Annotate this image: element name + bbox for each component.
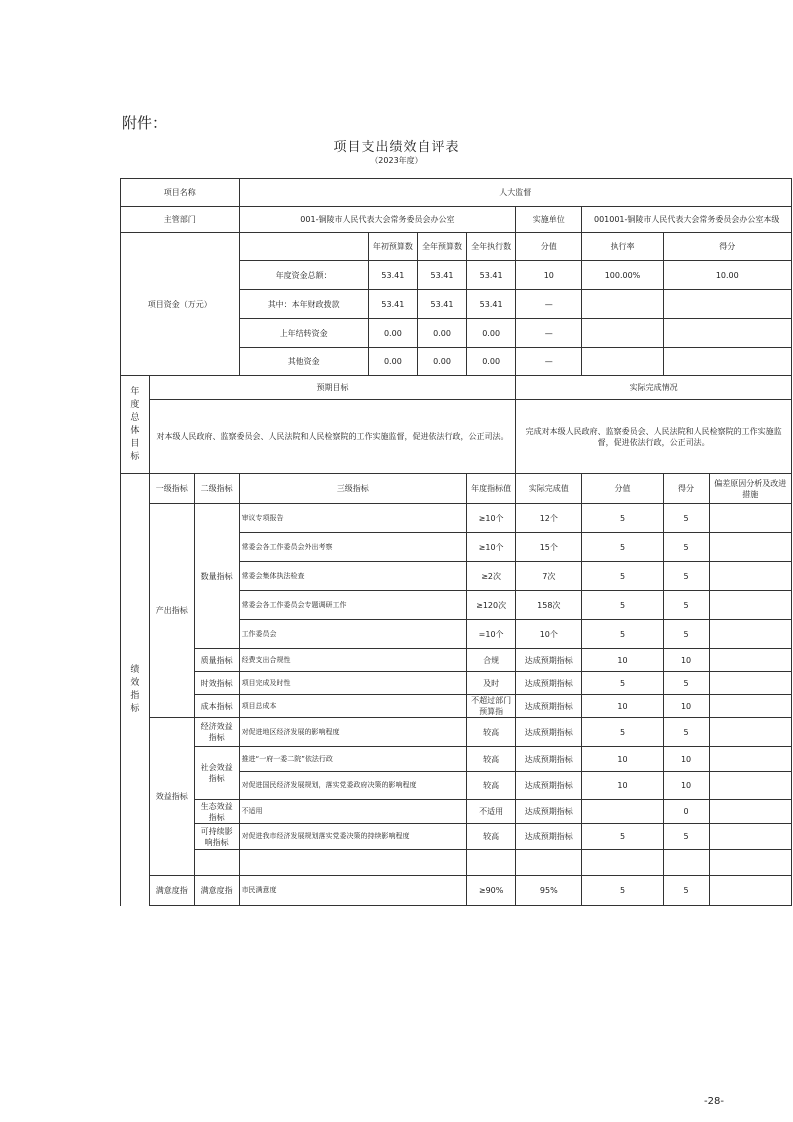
funds-row-executed: 53.41 — [467, 290, 516, 319]
indicator-actual: 达成预期指标 — [516, 695, 582, 718]
funds-row-annual: 0.00 — [417, 348, 466, 376]
indicator-note — [709, 562, 792, 591]
funds-row-name: 其中：本年财政拨款 — [239, 290, 368, 319]
indicator-note — [709, 747, 792, 772]
indicators-header-row — [121, 474, 792, 504]
funds-row-rate — [582, 319, 663, 348]
indicator-target: ≥10个 — [467, 504, 516, 533]
funds-row-score — [663, 319, 791, 348]
indicator-score: 5 — [663, 533, 709, 562]
project-name-row — [121, 179, 792, 207]
indicator-actual: 达成预期指标 — [516, 649, 582, 672]
indicator-note — [709, 533, 792, 562]
indicator-score: 5 — [663, 591, 709, 620]
goals-header-row — [121, 376, 792, 400]
funds-row-weight: — — [516, 319, 582, 348]
blank-cell — [663, 850, 709, 876]
indicator-actual: 达成预期指标 — [516, 718, 582, 747]
indicator-target: 较高 — [467, 718, 516, 747]
funds-header-weight: 分值 — [516, 233, 582, 261]
indicator-name: 市民满意度 — [239, 876, 467, 906]
indicator-weight: 5 — [582, 672, 663, 695]
indicator-row — [121, 718, 792, 747]
funds-row-rate — [582, 348, 663, 376]
funds-row-score: 10.00 — [663, 261, 791, 290]
indicator-target: =10个 — [467, 620, 516, 649]
indicator-score: 5 — [663, 562, 709, 591]
sustainable-label: 可持续影响指标 — [194, 824, 239, 850]
indicator-target: 不适用 — [467, 800, 516, 824]
indicator-weight: 5 — [582, 504, 663, 533]
funds-row-annual: 53.41 — [417, 261, 466, 290]
indicator-note — [709, 772, 792, 800]
indicator-weight: 10 — [582, 772, 663, 800]
blank-cell — [194, 850, 239, 876]
indicator-name: 常委会各工作委员会外出考察 — [239, 533, 467, 562]
project-name-label: 项目名称 — [121, 179, 240, 207]
indicators-header-l3: 三级指标 — [239, 474, 467, 504]
indicator-target: 合规 — [467, 649, 516, 672]
indicator-note — [709, 672, 792, 695]
unit-value: 001001-铜陵市人民代表大会常务委员会办公室本级 — [582, 207, 792, 233]
blank-cell — [467, 850, 516, 876]
goals-label-text: 年度总体目标 — [130, 386, 140, 462]
indicator-weight: 10 — [582, 747, 663, 772]
funds-row-executed: 0.00 — [467, 319, 516, 348]
goals-label — [121, 376, 150, 474]
indicator-score: 5 — [663, 620, 709, 649]
indicator-score: 5 — [663, 718, 709, 747]
indicator-weight: 5 — [582, 876, 663, 906]
indicator-target: 较高 — [467, 747, 516, 772]
indicator-weight: 5 — [582, 718, 663, 747]
blank-cell — [239, 850, 467, 876]
indicator-name: 工作委员会 — [239, 620, 467, 649]
goals-actual-header: 实际完成情况 — [516, 376, 792, 400]
indicator-note — [709, 824, 792, 850]
indicator-row — [121, 649, 792, 672]
indicator-actual: 7次 — [516, 562, 582, 591]
goals-actual: 完成对本级人民政府、监察委员会、人民法院和人民检察院的工作实施监督，促进依法行政，公正司法。 — [516, 400, 792, 474]
indicator-actual: 12个 — [516, 504, 582, 533]
goals-expected: 对本级人民政府、监察委员会、人民法院和人民检察院的工作实施监督，促进依法行政，公正司法。 — [149, 400, 515, 474]
indicator-name: 经费支出合规性 — [239, 649, 467, 672]
indicator-score: 10 — [663, 695, 709, 718]
funds-row-initial: 53.41 — [368, 290, 417, 319]
funds-row-rate — [582, 290, 663, 319]
funds-row-executed: 53.41 — [467, 261, 516, 290]
satisfaction-l1-label: 满意度指 — [149, 876, 194, 906]
indicator-note — [709, 591, 792, 620]
funds-row-initial: 53.41 — [368, 261, 417, 290]
indicator-note — [709, 504, 792, 533]
indicator-score: 5 — [663, 672, 709, 695]
indicator-actual: 达成预期指标 — [516, 824, 582, 850]
funds-row-annual: 53.41 — [417, 290, 466, 319]
funds-header-row — [121, 233, 792, 261]
indicators-label — [121, 474, 150, 906]
indicator-row — [121, 876, 792, 906]
indicator-name: 常委会各工作委员会专题调研工作 — [239, 591, 467, 620]
quantity-label: 数量指标 — [194, 504, 239, 649]
funds-header-blank — [239, 233, 368, 261]
indicator-name: 不适用 — [239, 800, 467, 824]
dept-value: 001-铜陵市人民代表大会常务委员会办公室 — [239, 207, 516, 233]
indicator-score: 5 — [663, 876, 709, 906]
indicator-actual: 95% — [516, 876, 582, 906]
funds-row-name: 年度资金总额： — [239, 261, 368, 290]
indicators-header-target: 年度指标值 — [467, 474, 516, 504]
funds-row-initial: 0.00 — [368, 319, 417, 348]
benefit-spacer-row — [121, 850, 792, 876]
indicator-weight: 5 — [582, 562, 663, 591]
blank-cell — [709, 850, 792, 876]
indicator-row — [121, 672, 792, 695]
project-name-value: 人大监督 — [239, 179, 791, 207]
indicator-actual: 10个 — [516, 620, 582, 649]
indicator-name: 项目完成及时性 — [239, 672, 467, 695]
indicators-header-l1: 一级指标 — [149, 474, 194, 504]
indicator-weight — [582, 800, 663, 824]
indicator-actual: 15个 — [516, 533, 582, 562]
indicator-score: 10 — [663, 772, 709, 800]
timeliness-label: 时效指标 — [194, 672, 239, 695]
quality-label: 质量指标 — [194, 649, 239, 672]
indicator-note — [709, 649, 792, 672]
funds-row-annual: 0.00 — [417, 319, 466, 348]
indicator-note — [709, 718, 792, 747]
dept-label: 主管部门 — [121, 207, 240, 233]
indicator-name: 推进“一府一委二院”依法行政 — [239, 747, 467, 772]
indicator-weight: 5 — [582, 533, 663, 562]
indicator-target: 及时 — [467, 672, 516, 695]
department-row — [121, 207, 792, 233]
indicators-label-text: 绩效指标 — [130, 664, 140, 714]
indicator-target: 较高 — [467, 824, 516, 850]
funds-header-score: 得分 — [663, 233, 791, 261]
output-label: 产出指标 — [149, 504, 194, 718]
indicator-name: 常委会集体执法检查 — [239, 562, 467, 591]
funds-row-weight: — — [516, 290, 582, 319]
indicator-weight: 5 — [582, 620, 663, 649]
indicator-target: ≥10个 — [467, 533, 516, 562]
indicator-score: 0 — [663, 800, 709, 824]
indicators-header-score: 得分 — [663, 474, 709, 504]
funds-header-executed: 全年执行数 — [467, 233, 516, 261]
indicator-actual: 达成预期指标 — [516, 800, 582, 824]
indicator-score: 5 — [663, 504, 709, 533]
funds-row-name: 其他资金 — [239, 348, 368, 376]
ecological-label: 生态效益指标 — [194, 800, 239, 824]
economic-label: 经济效益指标 — [194, 718, 239, 747]
benefit-label: 效益指标 — [149, 718, 194, 876]
indicator-target: ≥2次 — [467, 562, 516, 591]
social-label: 社会效益指标 — [194, 747, 239, 800]
indicator-row — [121, 504, 792, 533]
unit-label: 实施单位 — [516, 207, 582, 233]
page-title: 项目支出绩效自评表 — [333, 140, 460, 155]
report-year: （2023年度） — [370, 156, 423, 165]
blank-cell — [516, 850, 582, 876]
indicator-weight: 10 — [582, 649, 663, 672]
indicator-actual: 达成预期指标 — [516, 747, 582, 772]
indicator-weight: 5 — [582, 824, 663, 850]
indicator-note — [709, 876, 792, 906]
funds-header-annual: 全年预算数 — [417, 233, 466, 261]
indicator-weight: 5 — [582, 591, 663, 620]
satisfaction-l2-label: 满意度指 — [194, 876, 239, 906]
indicator-name: 对促进地区经济发展的影响程度 — [239, 718, 467, 747]
indicator-row — [121, 747, 792, 772]
indicator-actual: 达成预期指标 — [516, 772, 582, 800]
indicator-name: 审议专项报告 — [239, 504, 467, 533]
indicator-name: 对促进我市经济发展规划落实党委决策的持续影响程度 — [239, 824, 467, 850]
funds-row-initial: 0.00 — [368, 348, 417, 376]
indicator-note — [709, 695, 792, 718]
funds-row-rate: 100.00% — [582, 261, 663, 290]
funds-row-weight: 10 — [516, 261, 582, 290]
funds-row-name: 上年结转资金 — [239, 319, 368, 348]
indicator-note — [709, 620, 792, 649]
indicator-name: 对促进国民经济发展规划，落实党委政府决策的影响程度 — [239, 772, 467, 800]
funds-label: 项目资金（万元） — [121, 233, 240, 376]
funds-header-rate: 执行率 — [582, 233, 663, 261]
attachment-label: 附件： — [122, 114, 168, 132]
funds-header-initial: 年初预算数 — [368, 233, 417, 261]
indicator-actual: 158次 — [516, 591, 582, 620]
indicators-header-weight: 分值 — [582, 474, 663, 504]
indicator-row — [121, 695, 792, 718]
goals-content-row — [121, 400, 792, 474]
funds-row-executed: 0.00 — [467, 348, 516, 376]
indicator-score: 10 — [663, 649, 709, 672]
funds-row-score — [663, 290, 791, 319]
indicator-actual: 达成预期指标 — [516, 672, 582, 695]
indicator-score: 10 — [663, 747, 709, 772]
indicator-row — [121, 800, 792, 824]
indicator-target: 不超过部门预算指 — [467, 695, 516, 718]
indicator-row — [121, 824, 792, 850]
indicator-note — [709, 800, 792, 824]
cost-label: 成本指标 — [194, 695, 239, 718]
indicators-header-actual: 实际完成值 — [516, 474, 582, 504]
indicator-weight: 10 — [582, 695, 663, 718]
indicator-target: ≥120次 — [467, 591, 516, 620]
indicator-name: 项目总成本 — [239, 695, 467, 718]
funds-row-score — [663, 348, 791, 376]
evaluation-table — [120, 178, 792, 906]
indicators-header-note: 偏差原因分析及改进措施 — [709, 474, 792, 504]
indicator-target: ≥90% — [467, 876, 516, 906]
indicators-header-l2: 二级指标 — [194, 474, 239, 504]
funds-row-weight: — — [516, 348, 582, 376]
page-number: -28- — [704, 1096, 724, 1107]
goals-expected-header: 预期目标 — [149, 376, 515, 400]
blank-cell — [582, 850, 663, 876]
indicator-score: 5 — [663, 824, 709, 850]
indicator-target: 较高 — [467, 772, 516, 800]
